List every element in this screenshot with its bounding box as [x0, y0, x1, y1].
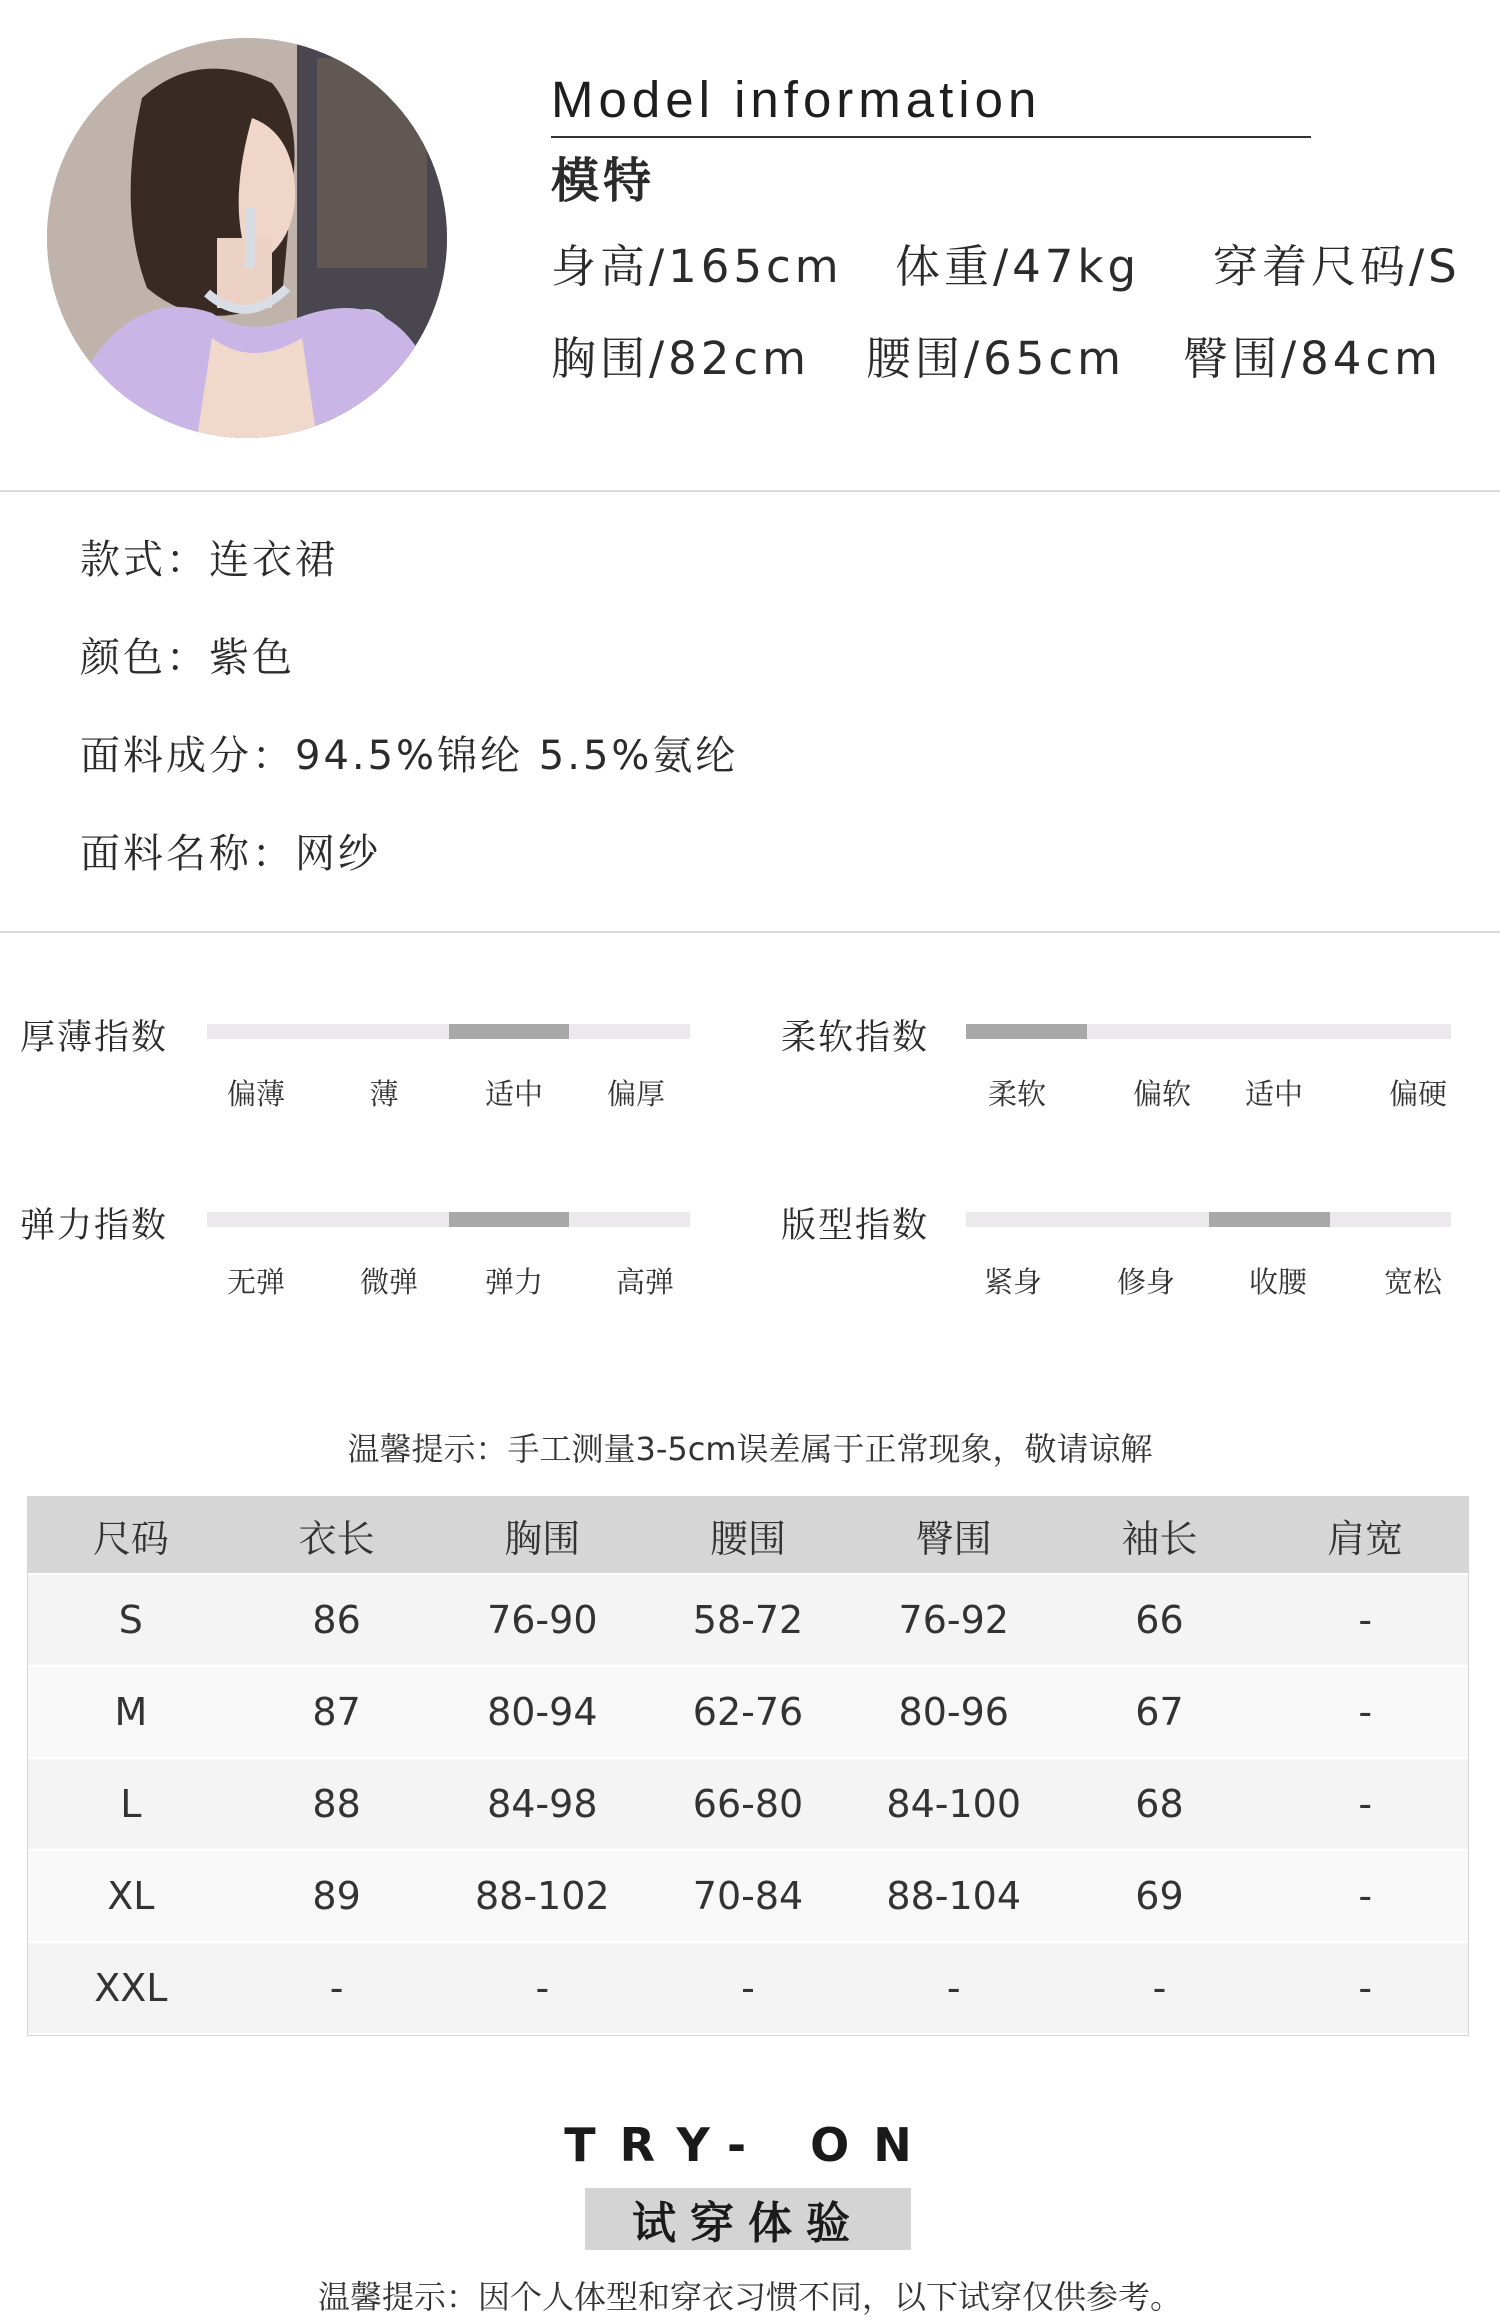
- table-header-cell: 袖长: [1121, 1516, 1198, 1561]
- table-cell: 70-84: [692, 1874, 804, 1918]
- table-cell: -: [1358, 1598, 1373, 1642]
- table-cell: -: [535, 1966, 550, 2010]
- table-row: [28, 1665, 1468, 1757]
- fit-index-level: [1209, 1212, 1330, 1227]
- spec-fabric: 面料成分：94.5%锦纶 5.5%氨纶: [80, 733, 739, 779]
- table-cell: -: [946, 1966, 961, 2010]
- table-row: [28, 1849, 1468, 1941]
- table-cell: 80-96: [898, 1690, 1009, 1734]
- table-cell: -: [1358, 1782, 1373, 1826]
- title-underline: [551, 136, 1311, 138]
- table-cell: 66: [1135, 1598, 1184, 1642]
- table-cell: 66-80: [692, 1782, 804, 1826]
- model-info-title: Model information: [551, 71, 1042, 128]
- table-cell: 88: [312, 1782, 361, 1826]
- softness-option: 偏硬: [1388, 1077, 1447, 1111]
- try-on-subtitle: 试穿体验: [632, 2198, 864, 2249]
- table-cell: 88-102: [474, 1874, 610, 1918]
- table-cell: XL: [107, 1874, 155, 1918]
- thickness-index-meter: [207, 1024, 690, 1039]
- elasticity-option: 微弹: [359, 1265, 418, 1299]
- softness-option: 适中: [1244, 1077, 1303, 1111]
- table-header-cell: 尺码: [92, 1516, 169, 1561]
- spec-color: 颜色：紫色: [80, 635, 295, 681]
- model-waist: 腰围/65cm: [866, 332, 1125, 385]
- table-cell: -: [1152, 1966, 1167, 2010]
- table-row: [28, 1757, 1468, 1849]
- fit-index-meter: [966, 1212, 1451, 1227]
- elasticity-index-meter: [207, 1212, 690, 1227]
- divider: [0, 931, 1500, 933]
- table-cell: -: [1358, 1966, 1373, 2010]
- table-row: [28, 1941, 1468, 2033]
- table-header-cell: 腰围: [710, 1516, 787, 1561]
- softness-index-label: 柔软指数: [781, 1018, 930, 1058]
- table-header-cell: 胸围: [504, 1516, 581, 1561]
- spec-fabric-name: 面料名称：网纱: [80, 831, 381, 877]
- softness-index-level: [966, 1024, 1087, 1039]
- softness-option: 柔软: [987, 1077, 1046, 1111]
- table-cell: 84-98: [487, 1782, 598, 1826]
- table-cell: 87: [312, 1690, 361, 1734]
- measure-note: 温馨提示：手工测量3-5cm误差属于正常现象，敬请谅解: [347, 1430, 1153, 1468]
- table-cell: -: [741, 1966, 755, 2010]
- model-size: 穿着尺码/S: [1213, 240, 1461, 293]
- thickness-index-level: [449, 1024, 570, 1039]
- fit-option: 修身: [1116, 1265, 1175, 1299]
- table-cell: 80-94: [487, 1690, 598, 1734]
- table-cell: -: [329, 1966, 344, 2010]
- table-cell: L: [120, 1782, 142, 1826]
- spec-style: 款式：连衣裙: [80, 537, 338, 583]
- table-cell: -: [1358, 1690, 1373, 1734]
- softness-option: 偏软: [1132, 1077, 1191, 1111]
- table-cell: 68: [1135, 1782, 1184, 1826]
- table-cell: 89: [312, 1874, 361, 1918]
- elasticity-option: 高弹: [615, 1265, 674, 1299]
- fit-option: 宽松: [1383, 1265, 1442, 1299]
- model-height: 身高/165cm: [551, 240, 843, 293]
- table-header-row: [28, 1497, 1468, 1573]
- try-on-subtitle-box: [585, 2188, 911, 2250]
- fit-index-label: 版型指数: [781, 1206, 930, 1246]
- elasticity-index-label: 弹力指数: [20, 1206, 169, 1246]
- size-table: [27, 1496, 1469, 2036]
- model-bust: 胸围/82cm: [551, 332, 810, 385]
- table-cell: 69: [1135, 1874, 1184, 1918]
- elasticity-option: 无弹: [226, 1265, 285, 1299]
- fit-option: 紧身: [983, 1265, 1042, 1299]
- table-cell: -: [1358, 1874, 1373, 1918]
- table-cell: 58-72: [692, 1598, 804, 1642]
- elasticity-option: 弹力: [484, 1265, 543, 1299]
- table-header-cell: 肩宽: [1327, 1516, 1404, 1561]
- table-header-cell: 臀围: [915, 1516, 992, 1561]
- softness-index-meter: [966, 1024, 1451, 1039]
- table-cell: 67: [1135, 1690, 1184, 1734]
- thickness-option: 偏薄: [226, 1077, 285, 1111]
- model-info-subtitle: 模特: [551, 153, 656, 209]
- table-cell: 62-76: [692, 1690, 804, 1734]
- model-illustration: [47, 38, 447, 438]
- thickness-index-label: 厚薄指数: [20, 1018, 169, 1058]
- model-weight: 体重/47kg: [895, 240, 1141, 293]
- thickness-option: 偏厚: [606, 1077, 665, 1111]
- try-on-note: 温馨提示：因个人体型和穿衣习惯不同，以下试穿仅供参考。: [317, 2278, 1182, 2316]
- fit-option: 收腰: [1248, 1265, 1307, 1299]
- try-on-title: TRY- ON: [564, 2118, 936, 2172]
- table-cell: 88-104: [886, 1874, 1022, 1918]
- table-cell: S: [118, 1598, 143, 1642]
- table-cell: 86: [312, 1598, 361, 1642]
- thickness-option: 薄: [369, 1077, 399, 1111]
- table-cell: XXL: [94, 1966, 168, 2010]
- table-header-cell: 衣长: [298, 1516, 375, 1561]
- table-cell: 76-90: [487, 1598, 598, 1642]
- divider: [0, 490, 1500, 492]
- model-hip: 臀围/84cm: [1183, 332, 1442, 385]
- table-cell: 84-100: [886, 1782, 1022, 1826]
- table-cell: 76-92: [898, 1598, 1009, 1642]
- table-cell: M: [114, 1690, 148, 1734]
- model-photo: [47, 38, 447, 438]
- table-row: [28, 1573, 1468, 1665]
- elasticity-index-level: [449, 1212, 570, 1227]
- thickness-option: 适中: [484, 1077, 543, 1111]
